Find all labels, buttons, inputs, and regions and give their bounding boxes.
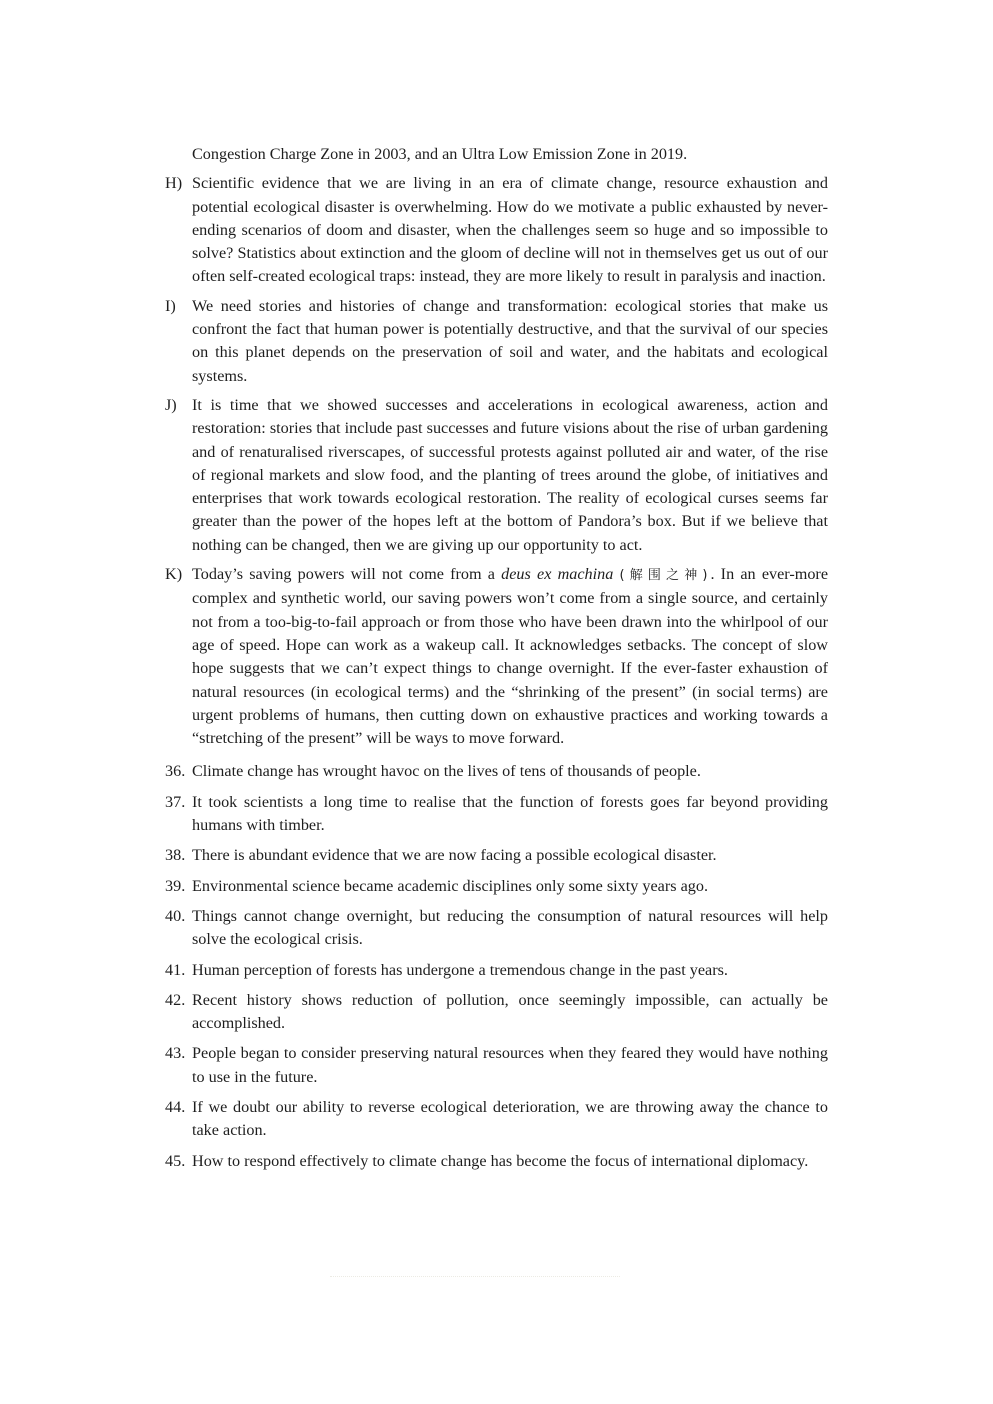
question-item <box>165 875 828 898</box>
paragraph-label: J) <box>165 395 177 414</box>
chinese-gloss: (解围之神) <box>619 568 711 584</box>
question-item <box>165 1042 828 1089</box>
paragraph-continuation: Congestion Charge Zone in 2003, and an Ultra Low Emission Zone in 2019. <box>192 145 688 163</box>
paragraph-label: H) <box>165 174 183 193</box>
paragraph-h <box>165 172 828 288</box>
question-item <box>165 989 828 1036</box>
question-text: If we doubt our ability to reverse ecological deterioration, we are throwing away the chance to take action. <box>192 1097 828 1140</box>
paragraph-text: Scientific evidence that we are living in an era of climate change, resource exhaustion and potential ecological disaster is overwhelming. How do we motivate a public exhausted by never-ending scenarios of doom and disaster, when the challenges seem so huge and so impossible to solve? Statistics about extinction and the gloom of decline will not in themselves get us out of our often self-created ecological traps: instead, they are more likely to result in paralysis and inaction. <box>192 174 828 286</box>
paragraph-text <box>192 563 828 750</box>
question-item <box>165 844 828 867</box>
question-text: There is abundant evidence that we are now facing a possible ecological disaster. <box>192 846 717 865</box>
paragraph-i <box>165 295 828 388</box>
paragraph-text-rest: . In an ever-more complex and synthetic world, our saving powers won’t come from a single source, and certainly not from a too-big-to-fail approach or from those who have been drawn into the whirlpool of our age of speed. Hope can work as a wakeup call. It acknowledges setbacks. The concept of slow hope suggests that we can’t expect things to change overnight. If the ever-faster exhaustion of natural resources (in ecological terms) and the “shrinking of the present” (in social terms) are urgent problems of humans, then cutting down on exhaustive practices and working towards a “stretching of the present” will be ways to move forward. <box>192 565 829 748</box>
question-list <box>165 760 828 1172</box>
question-text: People began to consider preserving natural resources when they feared they would have nothing to use in the future. <box>192 1044 828 1086</box>
paragraph-text: We need stories and histories of change and transformation: ecological stories that make us confront the fact that human power is potentially destructive, and that the survival of our species on this planet depends on the preservation of soil and water, and the habitats and ecological systems. <box>192 296 828 385</box>
question-text: Things cannot change overnight, but reducing the consumption of natural resources will help solve the ecological crisis. <box>192 906 828 949</box>
question-number: 42. <box>165 990 186 1009</box>
paragraph-k <box>165 563 828 750</box>
question-number: 40. <box>165 906 186 925</box>
question-number: 37. <box>165 792 186 811</box>
paragraph-j <box>165 394 828 557</box>
faint-scan-artifact <box>330 1276 620 1278</box>
question-text: Climate change has wrought havoc on the lives of tens of thousands of people. <box>192 762 701 781</box>
question-item <box>165 1096 828 1143</box>
question-number: 45. <box>165 1151 186 1170</box>
italic-term: deus ex machina <box>501 565 614 584</box>
question-item <box>165 760 828 783</box>
question-item <box>165 959 828 982</box>
paragraph-label: K) <box>165 565 183 584</box>
paragraph-label: I) <box>165 296 176 315</box>
question-item <box>165 791 828 838</box>
question-item <box>165 905 828 952</box>
paragraph-text: It is time that we showed successes and accelerations in ecological awareness, action and restoration: stories that include past successes and future visions about the rise of urban gardening and of renaturalised riverscapes, of successful protests against polluted air and water, of the rise of regional markets and slow food, and the planting of trees around the globe, of initiatives and enterprises that work towards ecological restoration. The reality of ecological curses seems far greater than the power of the hopes left at the bottom of Pandora’s box. But if we believe that nothing can be changed, then we are giving up our opportunity to act. <box>192 395 828 554</box>
exam-page <box>165 143 828 1180</box>
question-number: 41. <box>165 960 186 979</box>
question-number: 43. <box>165 1044 186 1063</box>
question-text: It took scientists a long time to realise that the function of forests goes far beyond providing humans with timber. <box>192 792 828 835</box>
question-number: 38. <box>165 846 186 865</box>
question-number: 39. <box>165 876 186 895</box>
question-number: 44. <box>165 1097 186 1116</box>
question-number: 36. <box>165 762 186 781</box>
question-item <box>165 1150 828 1173</box>
paragraph-text-start: Today’s saving powers will not come from a <box>192 565 502 584</box>
question-text: Human perception of forests has undergone a tremendous change in the past years. <box>192 960 728 979</box>
question-text: Environmental science became academic disciplines only some sixty years ago. <box>192 876 709 895</box>
question-text: How to respond effectively to climate change has become the focus of international diplomacy. <box>192 1151 809 1170</box>
question-text: Recent history shows reduction of pollution, once seemingly impossible, can actually be accomplished. <box>192 990 828 1033</box>
